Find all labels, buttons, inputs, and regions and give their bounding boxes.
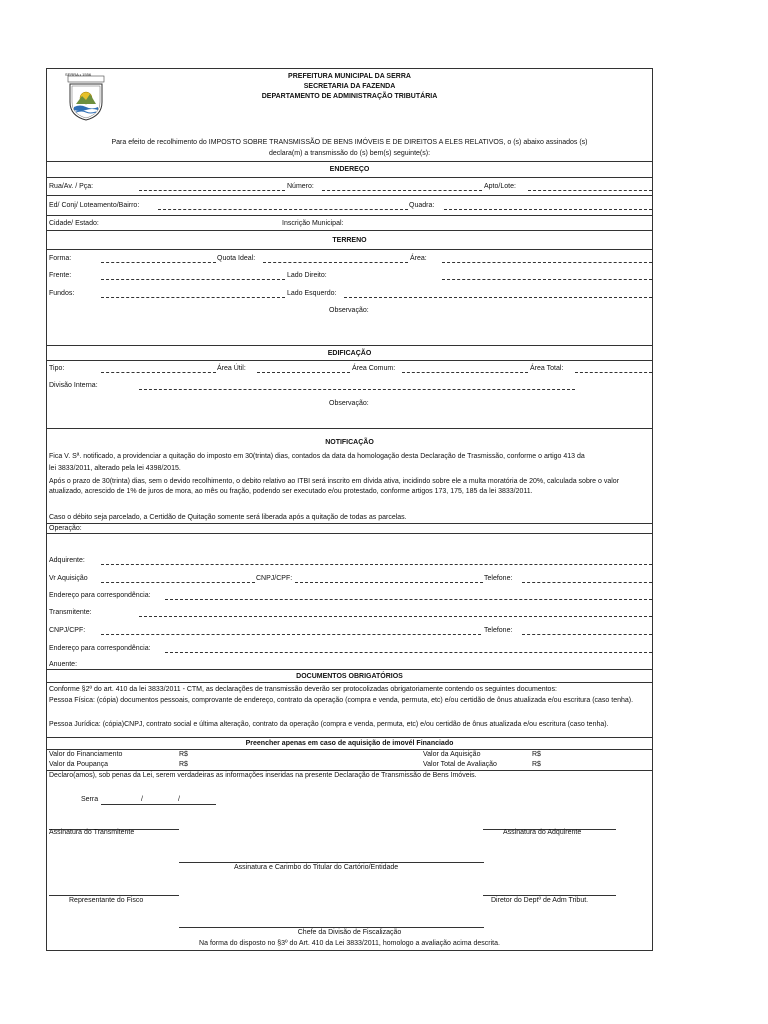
label-rua: Rua/Av. / Pça: (49, 183, 94, 190)
label-cidade: Cidade/ Estado: (49, 220, 99, 227)
notificacao-paragraph-3: Caso o débito seja parcelado, a Certidão de Quitação somente será liberada após a quitação de todas as parcelas. (49, 514, 407, 521)
label-chefe-fiscalizacao: Chefe da Divisão de Fiscalização (297, 929, 402, 936)
field-area-comum[interactable] (402, 372, 528, 373)
field-endereco-correspondencia[interactable] (165, 599, 652, 600)
header-line-3: DEPARTAMENTO DE ADMINISTRAÇÃO TRIBUTÁRIA (261, 93, 438, 100)
label-valor-total: Valor Total de Avaliação (423, 761, 497, 768)
field-vr-aquisicao[interactable] (101, 582, 255, 583)
field-ed[interactable] (158, 209, 408, 210)
field-lado-direito[interactable] (442, 279, 652, 280)
field-quadra[interactable] (444, 209, 652, 210)
field-area[interactable] (442, 262, 652, 263)
label-frente: Frente: (49, 272, 72, 279)
label-adquirente: Adquirente: (49, 557, 85, 564)
label-fundos: Fundos: (49, 290, 75, 297)
rs-poupanca: R$ (179, 761, 188, 768)
signature-line-chefe[interactable] (179, 927, 484, 928)
section-title-terreno: TERRENO (332, 237, 367, 244)
label-area-total: Área Total: (530, 365, 564, 372)
declaro-text: Declaro(amos), sob penas da Lei, serem verdadeiras as informações inseridas na presente Declaração de Transmissão de Bens Imóveis. (49, 772, 477, 779)
label-serra: Serra (81, 796, 99, 803)
field-cnpj-cpf-transmitente[interactable] (101, 634, 481, 635)
homologo-text: Na forma do disposto no §3º do Art. 410 da Lei 3833/2011, homologo a avaliação acima descrita. (199, 940, 500, 947)
label-telefone-transmitente: Telefone: (484, 627, 513, 634)
field-cnpj-cpf[interactable] (295, 582, 483, 583)
label-assinatura-transmitente: Assinatura do Transmitente (49, 829, 135, 836)
label-lado-esquerdo: Lado Esquerdo: (287, 290, 337, 297)
label-ed: Ed/ Conj/ Loteamento/Bairro: (49, 202, 140, 209)
section-title-endereco: ENDEREÇO (329, 166, 370, 173)
label-cnpj-cpf: CNPJ/CPF: (256, 575, 293, 582)
label-anuente: Anuente: (49, 661, 78, 668)
date-slash-2: / (178, 796, 180, 803)
field-rua[interactable] (139, 190, 285, 191)
field-telefone-transmitente[interactable] (522, 634, 652, 635)
label-observacao-edificacao: Observação: (329, 400, 369, 407)
signature-line-diretor[interactable] (483, 895, 616, 896)
label-valor-poupanca: Valor da Poupança (49, 761, 109, 768)
label-lado-direito: Lado Direito: (287, 272, 327, 279)
field-endereco-correspondencia-2[interactable] (165, 652, 652, 653)
field-quota[interactable] (263, 262, 408, 263)
emblem-text: SERRA • 1556 (65, 72, 92, 77)
label-assinatura-adquirente: Assinatura do Adquirente (503, 829, 582, 836)
label-area-comum: Área Comum: (352, 365, 396, 372)
notificacao-paragraph-2: Após o prazo de 30(trinta) dias, sem o devido recolhimento, o debito relativo ao ITBI será inscrito em dívida ativa, incidindo sobre ele a multa moratória de 20%, calculada sobre o valor atualizado, acrescido de 1% de juros de mora, ao mês ou fração, podendo ser executado e/ou protestado, conforme artigos 173, 175, 185 da lei 3833/2011. (49, 478, 620, 495)
intro-line-2: declara(m) a transmissão do (s) bem(s) seguinte(s): (268, 150, 431, 157)
declaration-form (46, 68, 653, 951)
label-valor-aquisicao: Valor da Aquisição (423, 751, 481, 758)
field-area-total[interactable] (575, 372, 652, 373)
rs-total: R$ (532, 761, 541, 768)
section-title-edificacao: EDIFICAÇÃO (327, 350, 372, 357)
label-valor-financiamento: Valor do Financiamento (49, 751, 123, 758)
documentos-paragraph-3: Pessoa Jurídica: (cópia)CNPJ, contrato social e última alteração, contrato da operação (compra e venda, permuta, etc) e/ou certidão de ônus atualizada e/ou escritura (caso tenha). (49, 721, 609, 728)
label-area-util: Área Útil: (217, 365, 246, 372)
field-numero[interactable] (322, 190, 482, 191)
label-observacao-terreno: Observação: (329, 307, 369, 314)
field-frente[interactable] (101, 279, 285, 280)
section-title-notificacao: NOTIFICAÇÃO (325, 439, 374, 446)
label-divisao: Divisão Interna: (49, 382, 98, 389)
label-operacao: Operação: (49, 525, 82, 532)
rs-aquisicao: R$ (532, 751, 541, 758)
signature-line-fisco[interactable] (49, 895, 179, 896)
field-telefone[interactable] (522, 582, 652, 583)
section-title-documentos: DOCUMENTOS OBRIGATÓRIOS (296, 673, 403, 680)
documentos-paragraph-1: Conforme §2º do art. 410 da lei 3833/2011 - CTM, as declarações de transmissão deverão ser protocolizadas obrigatoriamente contendo os seguintes documentos: (49, 686, 557, 693)
label-diretor: Diretor do Deptº de Adm Tribut. (491, 897, 589, 904)
label-telefone: Telefone: (484, 575, 513, 582)
field-apto[interactable] (528, 190, 652, 191)
financiado-title: Preencher apenas em caso de aquisição de imovél Financiado (245, 740, 454, 747)
documentos-paragraph-2: Pessoa Física: (cópia) documentos pessoais, comprovante de endereço, contrato da operação (compra e venda, permuta, etc) e/ou certidão de ônus atualizada e/ou escritura (caso tenha). (49, 697, 634, 704)
notificacao-paragraph-1: Fica V. Sª. notificado, a providenciar a quitação do imposto em 30(trinta) dias, contados da data da homologação desta Declaração de Trasmissão, conforme o artigo 413 da lei 3833/2011, alterado pela lei 4398/2015. (49, 453, 585, 472)
label-inscricao: Inscrição Municipal: (282, 220, 344, 227)
label-endereco-correspondencia-2: Endereço para correspondência: (49, 645, 151, 652)
field-forma[interactable] (101, 262, 216, 263)
label-quadra: Quadra: (409, 202, 435, 209)
label-tipo: Tipo: (49, 365, 65, 372)
header-line-1: PREFEITURA MUNICIPAL DA SERRA (288, 73, 411, 80)
intro-line-1: Para efeito de recolhimento do IMPOSTO SOBRE TRANSMISSÃO DE BENS IMÓVEIS E DE DIREITOS A ELES RELATIVOS, o (s) abaixo assinados (s) (111, 139, 588, 146)
date-slash-1: / (141, 796, 143, 803)
field-area-util[interactable] (257, 372, 350, 373)
label-quota: Quota Ideal: (217, 255, 256, 262)
signature-line-cartorio[interactable] (179, 862, 484, 863)
field-data[interactable] (101, 804, 216, 805)
field-divisao[interactable] (139, 389, 575, 390)
field-transmitente[interactable] (139, 616, 652, 617)
field-tipo[interactable] (101, 372, 216, 373)
field-fundos[interactable] (101, 297, 285, 298)
field-adquirente[interactable] (101, 564, 652, 565)
label-area: Área: (410, 255, 427, 262)
label-numero: Número: (287, 183, 314, 190)
label-apto: Apto/Lote: (484, 183, 516, 190)
label-assinatura-cartorio: Assinatura e Carimbo do Titular do Cartório/Entidade (234, 864, 399, 871)
header-line-2: SECRETARIA DA FAZENDA (303, 83, 396, 90)
label-representante-fisco: Representante do Fisco (69, 897, 144, 904)
label-vr-aquisicao: Vr Aquisição (49, 575, 88, 582)
label-endereco-correspondencia: Endereço para correspondência: (49, 592, 151, 599)
label-forma: Forma: (49, 255, 72, 262)
field-lado-esquerdo[interactable] (344, 297, 652, 298)
rs-financiamento: R$ (179, 751, 188, 758)
label-cnpj-cpf-transmitente: CNPJ/CPF: (49, 627, 86, 634)
label-transmitente: Transmitente: (49, 609, 92, 616)
